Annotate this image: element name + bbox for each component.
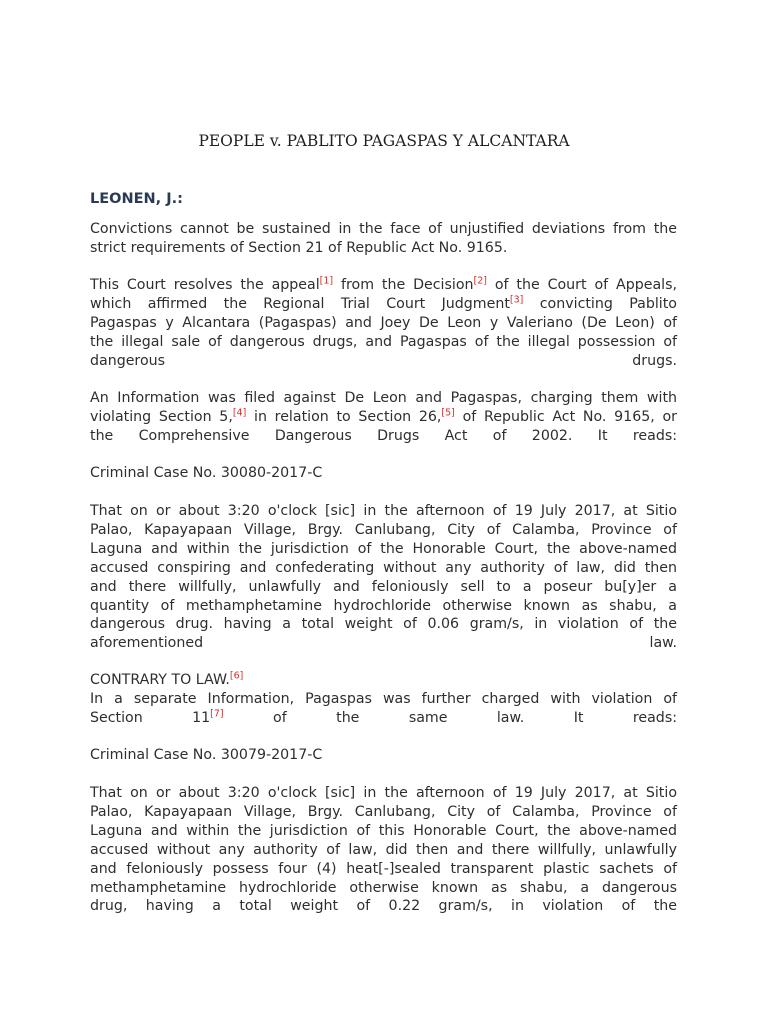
text-line: Pagaspas y Alcantara (Pagaspas) and Joey De Leon y Valeriano (De Leon) of [90, 314, 677, 331]
text-line: aforementioned law. [90, 635, 677, 652]
text-line: violating Section 5,[4] in relation to Section 26,[5] of Republic Act No. 9165, or [90, 407, 678, 425]
text-line: accused without any authority of law, did then and there willfully, unlawfully [90, 841, 677, 858]
text-line: dangerous drug. having a total weight of 0.06 gram/s, in violation of the [90, 616, 677, 633]
text-line: Palao, Kapayapaan Village, Brgy. Canlubang, City of Calamba, Province of [90, 521, 677, 538]
footnote-link-3[interactable]: [3] [509, 294, 524, 306]
document-title: PEOPLE v. PABLITO PAGASPAS Y ALCANTARA [198, 132, 570, 150]
paragraph-contrary [90, 671, 677, 728]
case-number-1 [90, 464, 677, 483]
text-line: In a separate Information, Pagaspas was further charged with violation of [90, 690, 677, 707]
text-line: Section 11[7] of the same law. It reads: [90, 708, 677, 726]
text-line: Laguna and within the jurisdiction of the Honorable Court, the above-named [90, 540, 677, 557]
paragraph-intro [90, 220, 677, 258]
footnote-link-2[interactable]: [2] [473, 275, 487, 287]
text-line: quantity of methamphetamine hydrochloride otherwise known as shabu, a [90, 597, 677, 614]
text-line: drug, having a total weight of 0.22 gram/s, in violation of the [90, 898, 677, 915]
footnote-link-5[interactable]: [5] [441, 407, 455, 419]
footnote-link-7[interactable]: [7] [210, 708, 224, 720]
footnote-link-6[interactable]: [6] [229, 670, 244, 682]
text-line: the Comprehensive Dangerous Drugs Act of 2002. It reads: [90, 427, 677, 444]
text-line: Criminal Case No. 30079-2017-C [90, 747, 323, 763]
case-number-2 [90, 746, 677, 765]
text-line: Laguna and within the jurisdiction of this Honorable Court, the above-named [90, 822, 677, 839]
text-line: Palao, Kapayapaan Village, Brgy. Canlubang, City of Calamba, Province of [90, 803, 677, 820]
paragraph-appeal [90, 276, 677, 371]
text-line: and there willfully, unlawfully and feloniously sell to a poseur bu[y]er a [90, 578, 677, 595]
text-line: CONTRARY TO LAW.[6] [90, 670, 244, 688]
paragraph-charge-possession [90, 784, 677, 916]
text-line: strict requirements of Section 21 of Republic Act No. 9165. [90, 239, 508, 256]
paragraph-charge-sale [90, 502, 677, 653]
text-line: Convictions cannot be sustained in the face of unjustified deviations from the [90, 221, 677, 237]
text-line: methamphetamine hydrochloride otherwise known as shabu, a dangerous [90, 879, 677, 896]
text-line: That on or about 3:20 o'clock [sic] in the afternoon of 19 July 2017, at Sitio [90, 785, 677, 801]
text-line: accused conspiring and confederating without any authority of law, did then [90, 559, 677, 576]
footnote-link-4[interactable]: [4] [232, 407, 247, 419]
author-heading: LEONEN, J.: [90, 191, 183, 207]
text-line: That on or about 3:20 o'clock [sic] in the afternoon of 19 July 2017, at Sitio [90, 503, 677, 519]
text-line: An Information was filed against De Leon and Pagaspas, charging them with [90, 390, 677, 406]
footnote-link-1[interactable]: [1] [319, 275, 334, 287]
text-line: and feloniously possess four (4) heat[-]sealed transparent plastic sachets of [90, 860, 677, 877]
text-line: the illegal sale of dangerous drugs, and Pagaspas of the illegal possession of [90, 333, 677, 350]
text-line: dangerous drugs. [90, 352, 677, 369]
paragraph-information [90, 389, 677, 446]
text-line: which affirmed the Regional Trial Court Judgment[3] convicting Pablito [90, 294, 677, 312]
text-line: Criminal Case No. 30080-2017-C [90, 465, 323, 481]
text-line: This Court resolves the appeal[1] from the Decision[2] of the Court of Appeals, [90, 275, 678, 293]
